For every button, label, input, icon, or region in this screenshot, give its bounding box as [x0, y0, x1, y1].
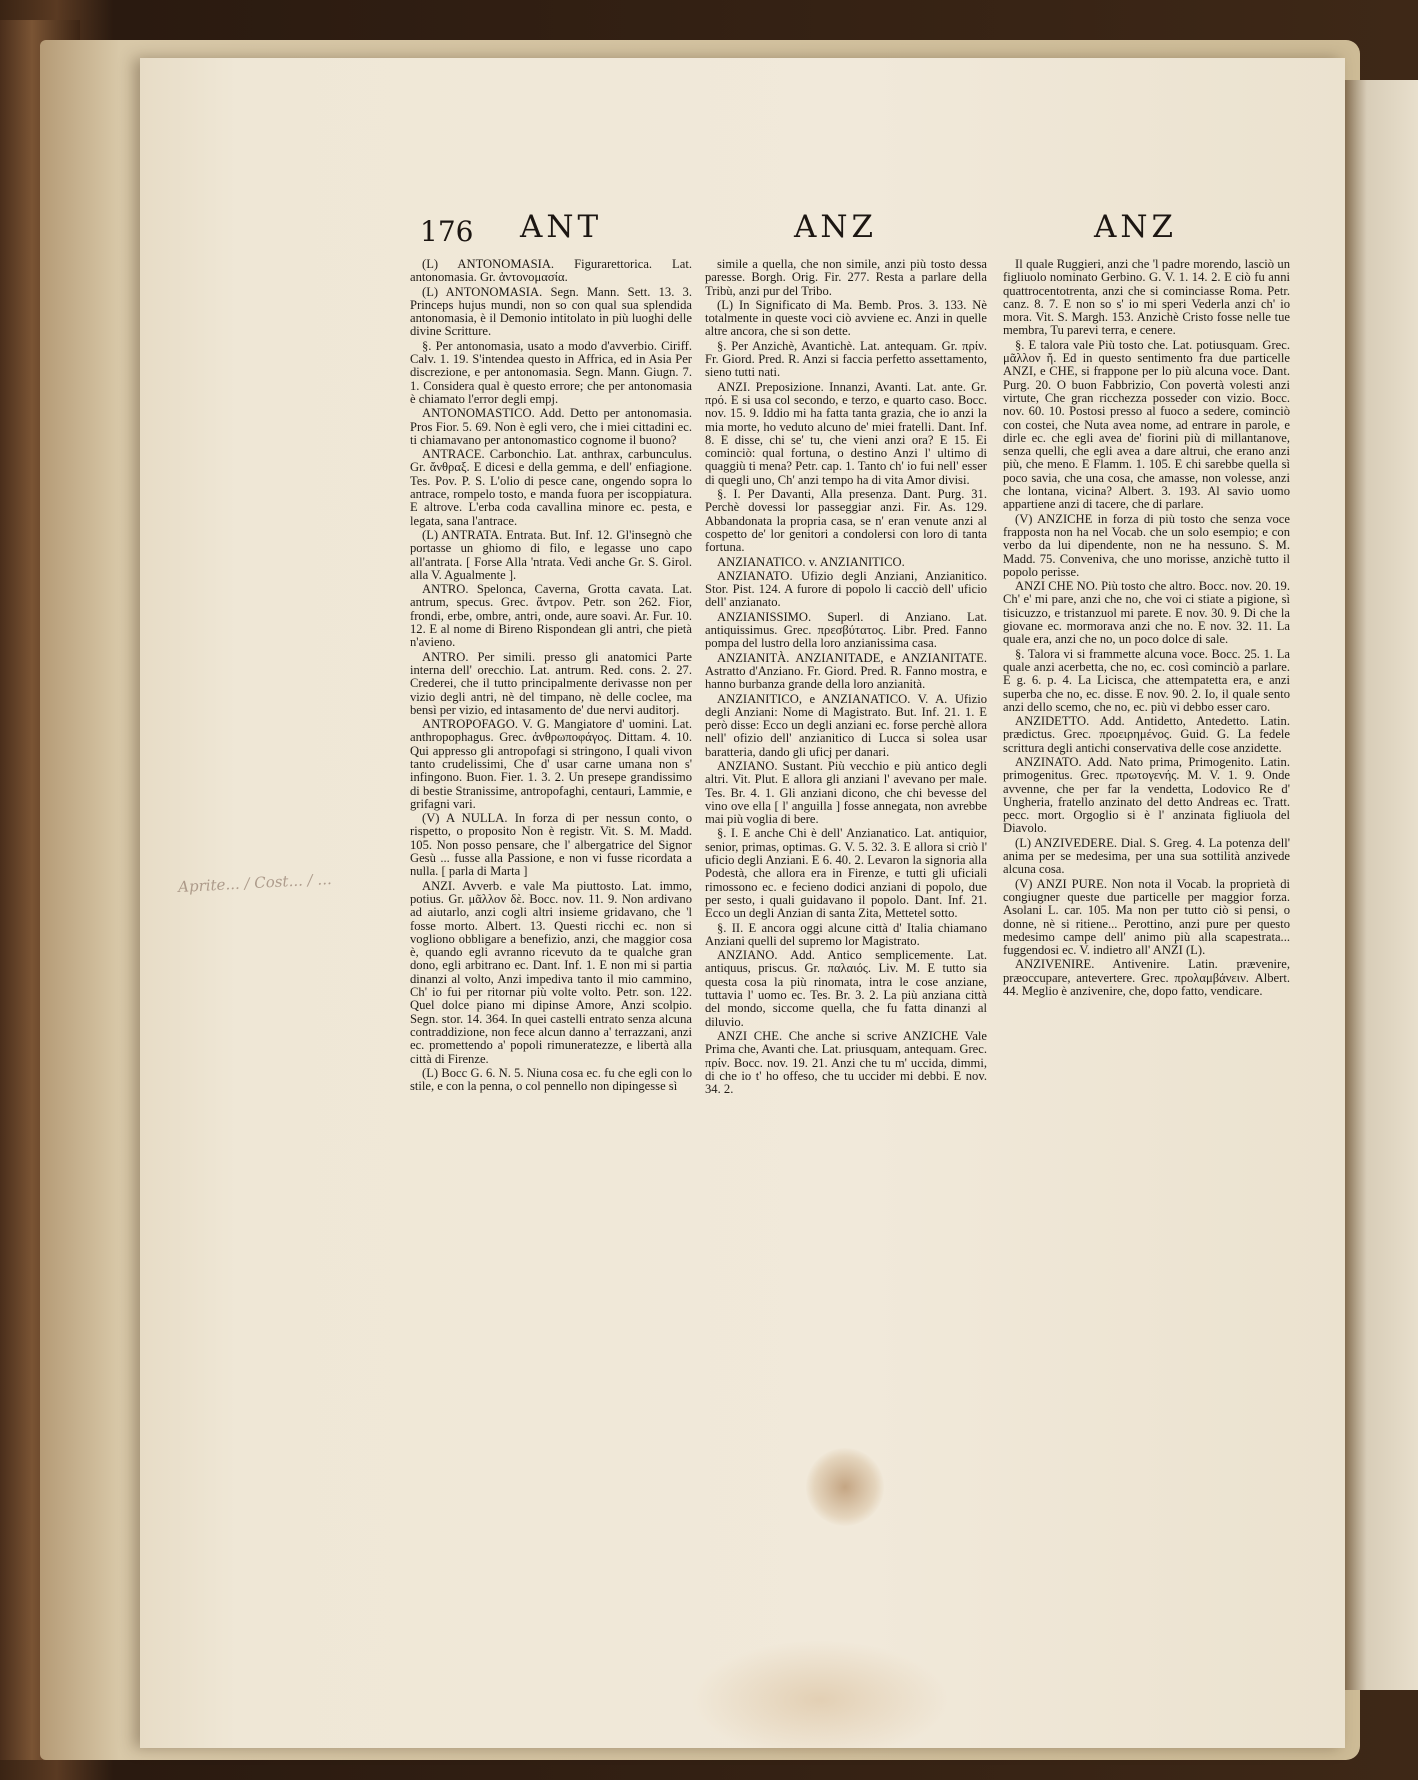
dictionary-entry: §. Per Anzichè, Avantichè. Lat. antequam. Gr. πρίν. Fr. Giord. Pred. R. Anzi si faccia perfetto assettamento, sieno tutti nati. [705, 338, 987, 380]
page-header [0, 205, 1418, 255]
dictionary-entry: ANZI CHE NO. Più tosto che altro. Bocc. nov. 20. 19. Ch' e' mi pare, anzi che no, che voi ci stiate a pigione, sì tisicuzzo, e tristanzuol mi parete. E nov. 30. 9. Di che la giovane ec. mormorava anzi che no. E nov. 32. 11. La quale era, anzi che no, un poco dolce di sale. [1003, 579, 1290, 647]
dictionary-entry: ANZI. Avverb. e vale Ma piuttosto. Lat. immo, potius. Gr. μᾶλλον δὲ. Bocc. nov. 11. 9. Non ardivano ad aiutarlo, anzi cogli altri insieme gridavano, che 'l fosse morto. Albert. 13. Questi ricchi ec. non si vogliono obbligare a benefizio, anzi, che maggior cosa è, quando egli avranno ricevuto da te qualche gran dono, egli arbitrano ec. Dant. Inf. 1. E non mi si partia dinanzi al volto, Anzi impediva tanto il mio cammino, Ch' io fui per ritornar più volte volto. Petr. son. 122. Quel dolce piano mi dipinse Amore, Anzi scolpio. Segn. stor. 14. 364. In quei castelli entrato senza alcuna contraddizione, non fece alcun danno a' terrazzani, anzi ec. promettendo a' popoli rimuneratezze, e libertà alla città di Firenze. [410, 878, 692, 1066]
text-column-1 [410, 258, 692, 1093]
text-column-2 [705, 258, 987, 1096]
dictionary-entry: ANTONOMASTICO. Add. Detto per antonomasia. Pros Fior. 5. 69. Non è egli vero, che i miei cittadini ec. ti chiamavano per antonomastico cognome il buono? [410, 406, 692, 447]
facing-page-edge [1345, 80, 1418, 1690]
page-number: 176 [420, 215, 474, 248]
dictionary-entry: §. II. E ancora oggi alcune città d' Italia chiamano Anziani quelli del supremo lor Magistrato. [705, 920, 987, 948]
dictionary-entry: ANZIANITÀ. ANZIANITADE, e ANZIANITATE. Astratto d'Anziano. Fr. Giord. Pred. R. Fanno mostra, e hanno burbanza grande della loro anzianità. [705, 650, 987, 692]
dictionary-entry: Il quale Ruggieri, anzi che 'l padre morendo, lasciò un figliuolo nominato Gerbino. G. V. 1. 14. 2. E ciò fu anni quattrocentotrenta, anzi che si cominciasse Roma. Petr. canz. 8. 7. E non so s' io mi speri Vederla anzi ch' io mora. Vit. S. Margh. 153. Anzichè Cristo fosse nelle tue membra, Tu parevi terra, e cenere. [1003, 257, 1290, 338]
dictionary-entry: §. I. Per Davanti, Alla presenza. Dant. Purg. 31. Perchè dovessi lor passeggiar anzi. Fir. As. 129. Abbandonata la propria casa, se n' eran venute anzi al cospetto de' lor genitori a condolersi con loro di tanta fortuna. [705, 487, 987, 555]
dictionary-entry: ANZIANITICO, e ANZIANATICO. V. A. Ufizio degli Anziani: Nome di Magistrato. But. Inf. 21. 1. E però disse: Ecco un degli anziani ec. forse perchè allora nell' ofizio dell' anzianitico di Lucca si solea usar baratteria, dando gli uficj per danari. [705, 691, 987, 759]
dictionary-entry: ANZIANATO. Ufizio degli Anziani, Anzianitico. Stor. Pist. 124. A furore di popolo li cacciò dell' uficio dell' anzianato. [705, 568, 987, 610]
dictionary-entry: ANZIVENIRE. Antivenire. Latin. prævenire, præoccupare, antevertere. Grec. προλαμβάνειν. Albert. 44. Meglio è anzivenire, che, dopo fatto, vendicare. [1003, 957, 1290, 999]
dictionary-entry: ANTRO. Per simili. presso gli anatomici Parte interna dell' orecchio. Lat. antrum. Red. cons. 2. 27. Crederei, che il tutto principalmente derivasse non per vizio degli antri, nè del timpano, nè delle coclee, ma bensì per vizio, ed intasamento de' due nervi auditorj. [410, 649, 692, 717]
left-running-head: ANT [520, 209, 603, 245]
dictionary-entry: (L) ANZIVEDERE. Dial. S. Greg. 4. La potenza dell' anima per se medesima, per una sua sottilità anzivede alcuna cosa. [1003, 835, 1290, 877]
right-running-head: ANZ [1094, 209, 1178, 245]
dictionary-entry: ANTRACE. Carbonchio. Lat. anthrax, carbunculus. Gr. ἄνθραξ. E dicesi e della gemma, e dell' enfiagione. Tes. Pov. P. S. L'olio di pesce cane, ongendo sopra lo antrace, rompelo tosto, e manda fuora per iscoppiatura. E altrove. L'erba coda cavallina minore ec. pesta, e legata, sana l'antrace. [410, 447, 692, 528]
dictionary-entry: simile a quella, che non simile, anzi più tosto dessa paresse. Borgh. Orig. Fir. 277. Resta a parlare della Tribù, anzi pur del Tribo. [705, 257, 987, 298]
dictionary-entry: ANZI CHE. Che anche si scrive ANZICHE Vale Prima che, Avanti che. Lat. priusquam, antequam. Grec. πρίν. Bocc. nov. 19. 21. Anzi che tu m' uccida, dimmi, di che io t' ho offeso, che tu uccider mi debbi. E nov. 34. 2. [705, 1028, 987, 1097]
dictionary-entry: §. E talora vale Più tosto che. Lat. potiusquam. Grec. μᾶλλον ἤ. Ed in questo sentimento fra due particelle ANZI, e CHE, si frappone per lo più alcuna voce. Dant. Purg. 20. O buon Fabbrizio, Con povertà volesti anzi virtute, Che gran ricchezza posseder con vizio. Bocc. nov. 60. 10. Postosi presso al fuoco a sedere, cominciò con costei, che Nuta avea nome, ad entrare in parole, e dirle ec. che egli avea de' fiorini più di millantanove, senza quelli, che egli avea a dare altrui, che erano anzi più, che meno. E Flamm. 1. 105. E chi sarebbe quella sì poco savia, che una cosa, che amasse, non volesse, anzi che lontana, vicina? Albert. 3. 193. Al savio uomo appartiene anzi di tacere, che di parlare. [1003, 337, 1290, 512]
dictionary-entry: ANZI. Preposizione. Innanzi, Avanti. Lat. ante. Gr. πρό. E si usa col secondo, e terzo, e quarto caso. Bocc. nov. 15. 9. Iddio mi ha fatta tanta grazia, che io anzi la mia morte, ho veduto alcuno de' miei fratelli. Dant. Inf. 8. E disse, chi se' tu, che vieni anzi ora? E 15. Ei cominciò: qual fortuna, o destino Anzi l' ultimo di quaggiù ti mena? Petr. cap. 1. Tanto ch' io fui nell' esser di quegli uno, Ch' anzi tempo ha di vita Amor divisi. [705, 379, 987, 487]
dictionary-entry: ANZIANISSIMO. Superl. di Anziano. Lat. antiquissimus. Grec. πρεσβύτατος. Libr. Pred. Fanno pompa del lustro della loro anzianissima casa. [705, 609, 987, 651]
dictionary-entry: ANZIANATICO. v. ANZIANITICO. [717, 554, 905, 569]
dictionary-entry: (L) ANTONOMASIA. Segn. Mann. Sett. 13. 3. Princeps hujus mundi, non so con qual sua splendida antonomasia, è il Demonio intitolato in più luoghi delle divine Scritture. [410, 284, 692, 339]
dictionary-entry: §. I. E anche Chi è dell' Anzianatico. Lat. antiquior, senior, primas, optimas. G. V. 5. 32. 3. E allora si criò l' uficio degli Anziani. E 6. 40. 2. Levaron la signoria alla Podestà, che allora era in Firenze, e tutti gli uficiali rimossono ec. e fecieno dodici anziani di popolo, due per sesto, i quali guidavano il popolo. Dant. Inf. 21. Ecco un degli Anzian di santa Zita, Mettetel sotto. [705, 826, 987, 921]
foxing-stain [690, 1640, 950, 1760]
dictionary-entry: §. Talora vi si frammette alcuna voce. Bocc. 25. 1. La quale anzi acerbetta, che no, ec. così cominciò a parlare. E g. 6. p. 4. La Licisca, che attempatetta era, e anzi superba che no, ec. disse. E nov. 90. 2. Io, il quale sento anzi dello scemo, che no, ec. più vi debbo esser caro. [1003, 646, 1290, 714]
dictionary-entry: (L) ANTRATA. Entrata. But. Inf. 12. Gl'insegnò che portasse un ghiomo di filo, e legasse uno capo all'antrata. [ Forse Alla 'ntrata. Vedi anche Gr. S. Girol. alla V. Agualmente ]. [410, 527, 692, 582]
dictionary-entry: ANTROPOFAGO. V. G. Mangiatore d' uomini. Lat. anthropophagus. Grec. ἀνθρωποφάγος. Dittam. 4. 10. Qui appresso gli antropofagi si stringono, I quali vivon tanto crudelissimi, Che d' usar carne umana non s' infingono. Buon. Fier. 1. 3. 2. Un presepe grandissimo di bestie Stranissime, antropofaghi, centauri, Lammie, e grifagni vari. [410, 717, 692, 811]
margin-handwritten-note: Aprite... / Cost... / ... [177, 869, 333, 897]
dictionary-entry: (L) Bocc G. 6. N. 5. Niuna cosa ec. fu che egli con lo stile, e con la penna, o col pennello non dipingesse sì [410, 1065, 692, 1094]
dictionary-entry: (L) In Significato di Ma. Bemb. Pros. 3. 133. Nè totalmente in queste voci ciò avviene ec. Anzi in quelle altre ancora, che si son dette. [705, 297, 987, 339]
dictionary-entry: ANZINATO. Add. Nato prima, Primogenito. Latin. primogenitus. Grec. πρωτογενής. M. V. 1. 9. Onde avvenne, che per far la vendetta, Lodovico Re d' Ungheria, fratello anzinato del detto Andreas ec. Tratt. pecc. mort. Orgoglio si è l' anzinata figliuola del Diavolo. [1003, 754, 1290, 836]
text-column-3 [1003, 258, 1290, 998]
dictionary-entry: (V) A NULLA. In forza di per nessun conto, o rispetto, o proposito Non è registr. Vit. S. M. Madd. 105. Non posso pensare, che l' albergatrice del Signor Gesù ... fusse alla Passione, e non vi fusse ricordata a nulla. [ parla di Marta ] [410, 811, 692, 879]
dictionary-entry: ANZIANO. Add. Antico semplicemente. Lat. antiquus, priscus. Gr. παλαιός. Liv. M. E tutto sia questa cosa la più rinomata, intra le cose anziane, tuttavia l' uomo ec. Tes. Br. 3. 2. La più anziana città del mondo, siccome quella, che fu fatta dinanzi al diluvio. [705, 948, 987, 1029]
center-running-head: ANZ [794, 209, 878, 245]
dictionary-entry: ANZIANO. Sustant. Più vecchio e più antico degli altri. Vit. Plut. E allora gli anziani l' avevano per male. Tes. Br. 4. 1. Gli anziani dicono, che chi bevesse del vino ove ella [ l' anguilla ] fosse annegata, non avrebbe mai più voglia di bere. [705, 758, 987, 827]
dictionary-entry: ANZIDETTO. Add. Antidetto, Antedetto. Latin. prædictus. Grec. προειρημένος. Guid. G. La fedele scrittura degli antichi conservativa delle cose anzidette. [1003, 714, 1290, 755]
dictionary-entry: (V) ANZI PURE. Non nota il Vocab. la proprietà di congiugner queste due particelle per maggior forza. Asolani L. car. 105. Ma non per tutto ciò si pensi, o donne, nè si ritiene... Perottino, anzi pure per questo medesimo campe dell' animo più alla scapestrata... fuggendosi ec. V. indietro all' ANZI (L). [1003, 876, 1290, 958]
dictionary-entry: ANTRO. Spelonca, Caverna, Grotta cavata. Lat. antrum, specus. Grec. ἄντρον. Petr. son 262. Fior, frondi, erbe, ombre, antri, onde, aure soavi. Ar. Fur. 10. 12. E al nome di Bireno Rispondean gli antri, che pietà n'avieno. [410, 582, 692, 650]
water-stain [806, 1448, 884, 1526]
dictionary-entry: (V) ANZICHE in forza di più tosto che senza voce frapposta non ha nel Vocab. che un solo esempio; e con verbo da lui dipendente, non ne ha nessuno. S. M. Madd. 75. Conveniva, che uno morisse, anzichè tutto il popolo perisse. [1003, 511, 1290, 579]
dictionary-entry: §. Per antonomasia, usato a modo d'avverbio. Ciriff. Calv. 1. 19. S'intendea questo in Affrica, ed in Asia Per discrezione, e per antonomasia. Segn. Mann. Giugn. 7. 1. Considera qual è questo errore; che per antonomasia è chiamato l'error degli empj. [410, 338, 692, 406]
dictionary-entry: (L) ANTONOMASIA. Figurarettorica. Lat. antonomasia. Gr. ἀντονομασία. [410, 257, 692, 285]
